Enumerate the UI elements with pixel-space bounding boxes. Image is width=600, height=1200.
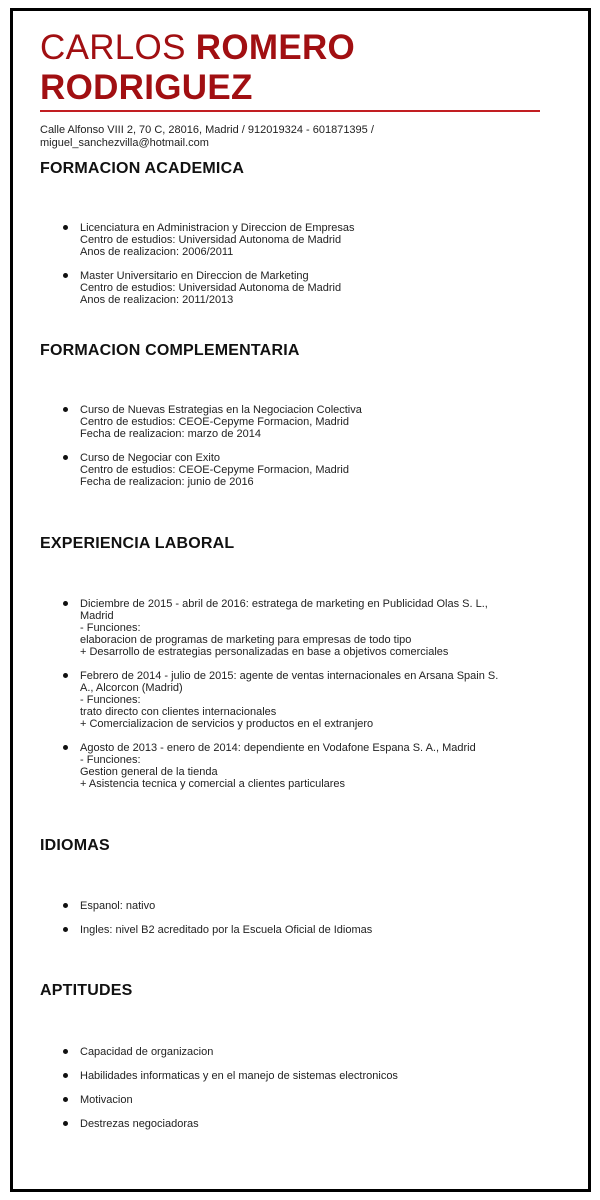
item-line: Espanol: nativo [80, 900, 156, 912]
item-line: + Comercializacion de servicios y productos en el extranjero [80, 718, 374, 730]
item-line: Destrezas negociadoras [80, 1118, 199, 1130]
item-line: Diciembre de 2015 - abril de 2016: estratega de marketing en Publicidad Olas S. L., [80, 598, 488, 610]
name-line-1 [40, 28, 540, 68]
item-line: Centro de estudios: CEOE-Cepyme Formacion, Madrid [80, 416, 349, 428]
item-line: Motivacion [80, 1094, 133, 1106]
list-item [60, 1070, 530, 1082]
academic-list [60, 222, 530, 306]
list-item [60, 742, 530, 790]
list-item [60, 270, 530, 306]
section-title-languages: IDIOMAS [40, 837, 110, 854]
item-line: A., Alcorcon (Madrid) [80, 682, 183, 694]
first-name: CARLOS [40, 28, 186, 67]
item-line: + Desarrollo de estrategias personalizadas en base a objetivos comerciales [80, 646, 449, 658]
item-line: Master Universitario en Direccion de Marketing [80, 270, 309, 282]
item-line: elaboracion de programas de marketing para empresas de todo tipo [80, 634, 412, 646]
item-line: Madrid [80, 610, 114, 622]
item-line: Ingles: nivel B2 acreditado por la Escuela Oficial de Idiomas [80, 924, 373, 936]
item-line: Anos de realizacion: 2006/2011 [80, 246, 234, 258]
section-title-experience: EXPERIENCIA LABORAL [40, 535, 235, 552]
list-item [60, 452, 530, 488]
list-item [60, 598, 530, 658]
item-line: Capacidad de organizacion [80, 1046, 214, 1058]
item-line: Fecha de realizacion: marzo de 2014 [80, 428, 261, 440]
list-item [60, 1046, 530, 1058]
item-line: Curso de Nuevas Estrategias en la Negociacion Colectiva [80, 404, 362, 416]
list-item [60, 900, 530, 912]
name-line-2 [40, 68, 540, 108]
item-line: trato directo con clientes internacionales [80, 706, 277, 718]
list-item [60, 924, 530, 936]
list-item [60, 670, 530, 730]
resume-header [40, 28, 540, 108]
list-item [60, 404, 530, 440]
list-item [60, 1118, 530, 1130]
item-line: Febrero de 2014 - julio de 2015: agente de ventas internacionales en Arsana Spain S. [80, 670, 499, 682]
last-name-1: ROMERO [195, 28, 356, 67]
item-line: Gestion general de la tienda [80, 766, 218, 778]
section-title-academic: FORMACION ACADEMICA [40, 160, 245, 177]
contact-address-phone: Calle Alfonso VIII 2, 70 C, 28016, Madrid / 912019324 - 601871395 / [40, 124, 374, 136]
item-line: Anos de realizacion: 2011/2013 [80, 294, 234, 306]
item-line: Habilidades informaticas y en el manejo de sistemas electronicos [80, 1070, 398, 1082]
section-title-skills: APTITUDES [40, 982, 133, 999]
item-line: Licenciatura en Administracion y Direccion de Empresas [80, 222, 355, 234]
list-item [60, 1094, 530, 1106]
experience-list [60, 598, 530, 790]
contact-info [40, 124, 540, 150]
item-line: - Funciones: [80, 754, 141, 766]
list-item [60, 222, 530, 258]
item-line: Centro de estudios: Universidad Autonoma de Madrid [80, 282, 342, 294]
item-line: Fecha de realizacion: junio de 2016 [80, 476, 254, 488]
item-line: + Asistencia tecnica y comercial a clientes particulares [80, 778, 346, 790]
item-line: Curso de Negociar con Exito [80, 452, 221, 464]
item-line: Agosto de 2013 - enero de 2014: dependiente en Vodafone Espana S. A., Madrid [80, 742, 476, 754]
section-title-complementary: FORMACION COMPLEMENTARIA [40, 342, 300, 359]
item-line: Centro de estudios: CEOE-Cepyme Formacion, Madrid [80, 464, 349, 476]
item-line: - Funciones: [80, 694, 141, 706]
complementary-list [60, 404, 530, 488]
languages-list [60, 900, 530, 936]
contact-email: miguel_sanchezvilla@hotmail.com [40, 137, 209, 149]
last-name-2: RODRIGUEZ [40, 68, 253, 107]
skills-list [60, 1046, 530, 1130]
item-line: - Funciones: [80, 622, 141, 634]
item-line: Centro de estudios: Universidad Autonoma de Madrid [80, 234, 342, 246]
name-divider [40, 110, 540, 112]
